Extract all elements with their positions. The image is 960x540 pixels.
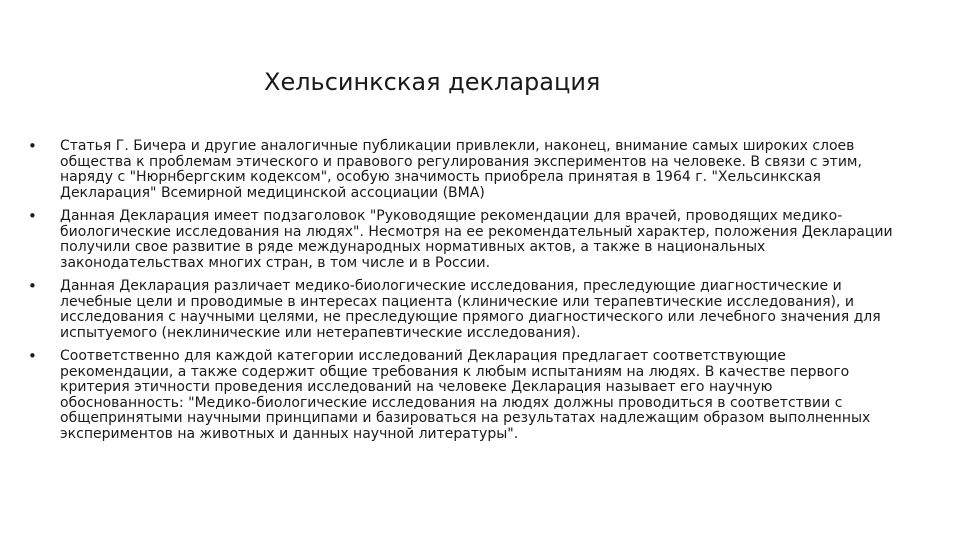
bullet-item [28, 279, 898, 341]
bullet-icon: • [28, 137, 37, 155]
bullet-text: Данная Декларация различает медико-биологические исследования, преследующие диагностические и лечебные цели и проводимые в интересах пациента (клинические или терапевтические исследования), и исследования с научными целями, не преследующие прямого диагностического или лечебного значения для испытуемого (неклинические или нетерапевтические исследования). [60, 278, 881, 341]
bullet-text: Статья Г. Бичера и другие аналогичные публикации привлекли, наконец, внимание самых широких слоев общества к проблемам этического и правового регулирования экспериментов на человеке. В связи с этим, наряду с "Нюрнбергским кодексом", особую значимость приобрела принятая в 1964 г. "Хельсинкская Декларация" Всемирной медицинской ассоциации (ВМА) [60, 138, 862, 201]
bullet-icon: • [28, 277, 37, 295]
bullet-item [28, 349, 898, 442]
bullet-icon: • [28, 207, 37, 225]
bullet-text: Данная Декларация имеет подзаголовок "Руководящие рекомендации для врачей, проводящих медико-биологические исследования на людях". Несмотря на ее рекомендательный характер, положения Декларации получили свое развитие в ряде международных нормативных актов, а также в национальных законодательствах многих стран, в том числе и в России. [60, 208, 893, 271]
bullet-item [28, 209, 898, 271]
bullet-icon: • [28, 347, 37, 365]
bullet-list [28, 139, 898, 450]
bullet-text: Соответственно для каждой категории исследований Декларация предлагает соответствующие рекомендации, а также содержит общие требования к любым испытаниям на людях. В качестве первого критерия этичности проведения исследований на человеке Декларация называет его научную обоснованность: "Медико-биологические исследования на людях должны проводиться в соответствии с общепринятыми научными принципами и базироваться на результатах надлежащим образом выполненных экспериментов на животных и данных научной литературы". [60, 348, 871, 442]
bullet-item [28, 139, 898, 201]
slide-title: Хельсинкская декларация [264, 68, 601, 97]
